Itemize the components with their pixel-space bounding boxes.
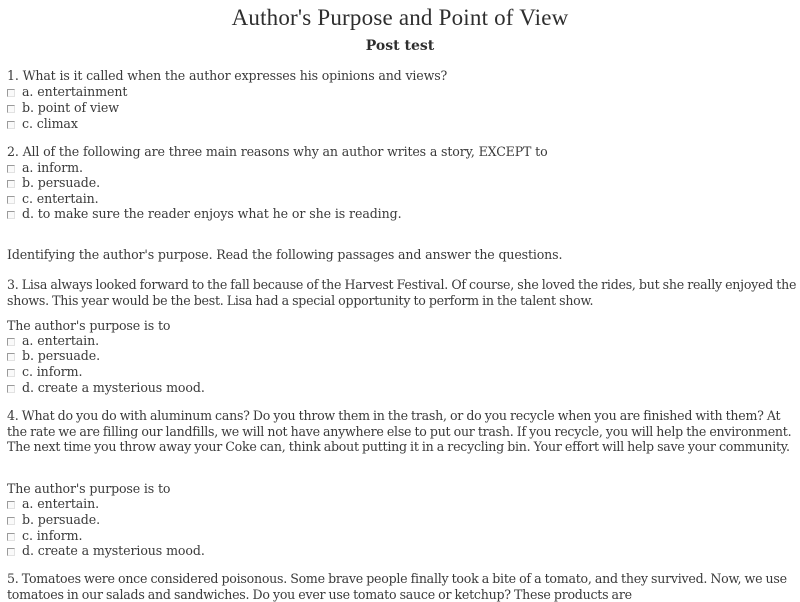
option-label: b. persuade. — [22, 512, 101, 527]
radio-button[interactable] — [7, 353, 15, 361]
question-3-prompt: The author's purpose is to — [7, 318, 171, 333]
option-label: a. entertain. — [22, 496, 100, 511]
radio-button[interactable] — [7, 517, 15, 525]
section-instructions: Identifying the author's purpose. Read the following passages and answer the questions. — [7, 247, 563, 262]
radio-button[interactable] — [7, 165, 15, 173]
question-2-option-a[interactable] — [7, 160, 83, 176]
radio-button[interactable] — [7, 385, 15, 393]
question-2-prompt: 2. All of the following are three main reasons why an author writes a story, EXCEPT to — [7, 144, 548, 159]
radio-button[interactable] — [7, 533, 15, 541]
option-label: c. entertain. — [22, 191, 99, 206]
option-label: c. inform. — [22, 528, 83, 543]
question-4-option-d[interactable] — [7, 543, 205, 559]
radio-button[interactable] — [7, 211, 15, 219]
radio-button[interactable] — [7, 89, 15, 97]
question-3-option-c[interactable] — [7, 364, 82, 380]
radio-button[interactable] — [7, 501, 15, 509]
question-4-option-b[interactable] — [7, 512, 100, 528]
question-3-option-a[interactable] — [7, 333, 99, 349]
question-2-option-b[interactable] — [7, 175, 100, 191]
option-label: b. persuade. — [22, 348, 101, 363]
option-label: a. inform. — [22, 160, 83, 175]
radio-button[interactable] — [7, 180, 15, 188]
option-label: a. entertainment — [22, 84, 128, 99]
option-label: c. inform. — [22, 364, 83, 379]
option-label: d. to make sure the reader enjoys what he or she is reading. — [22, 206, 402, 221]
question-4-passage: 4. What do you do with aluminum cans? Do you throw them in the trash, or do you recycle when you are finished with them? At the rate we are filling our landfills, we will not have anywhere else to put our trash. If you recycle, you will help the environment. The next time you throw away your Coke can, think about putting it in a recycling bin. Your effort will help save your community. — [7, 408, 792, 455]
question-1-option-a[interactable] — [7, 84, 127, 100]
question-1-option-c[interactable] — [7, 116, 78, 132]
option-label: d. create a mysterious mood. — [22, 543, 205, 558]
question-3-option-d[interactable] — [7, 380, 205, 396]
option-label: b. persuade. — [22, 175, 101, 190]
question-2-option-d[interactable] — [7, 206, 402, 222]
option-label: d. create a mysterious mood. — [22, 380, 205, 395]
option-label: a. entertain. — [22, 333, 100, 348]
question-1-prompt: 1. What is it called when the author expresses his opinions and views? — [7, 68, 448, 83]
question-3-passage: 3. Lisa always looked forward to the fall because of the Harvest Festival. Of course, she loved the rides, but she really enjoyed the shows. This year would be the best. Lisa had a special opportunity to perform in the talent show. — [7, 277, 797, 308]
question-4-prompt: The author's purpose is to — [7, 481, 171, 496]
radio-button[interactable] — [7, 369, 15, 377]
option-label: c. climax — [22, 116, 78, 131]
radio-button[interactable] — [7, 105, 15, 113]
radio-button[interactable] — [7, 548, 15, 556]
question-3-option-b[interactable] — [7, 348, 100, 364]
page-subtitle: Post test — [365, 38, 435, 54]
question-1-option-b[interactable] — [7, 100, 119, 116]
option-label: b. point of view — [22, 100, 119, 115]
radio-button[interactable] — [7, 121, 15, 129]
radio-button[interactable] — [7, 196, 15, 204]
question-4-option-c[interactable] — [7, 528, 82, 544]
radio-button[interactable] — [7, 338, 15, 346]
question-4-option-a[interactable] — [7, 496, 99, 512]
page-title: Author's Purpose and Point of View — [231, 5, 569, 30]
question-5-passage: 5. Tomatoes were once considered poisonous. Some brave people finally took a bite of a tomato, and they survived. Now, we use tomatoes in our salads and sandwiches. Do you ever use tomato sauce or ketchup? These products are — [7, 571, 787, 602]
question-2-option-c[interactable] — [7, 191, 99, 207]
